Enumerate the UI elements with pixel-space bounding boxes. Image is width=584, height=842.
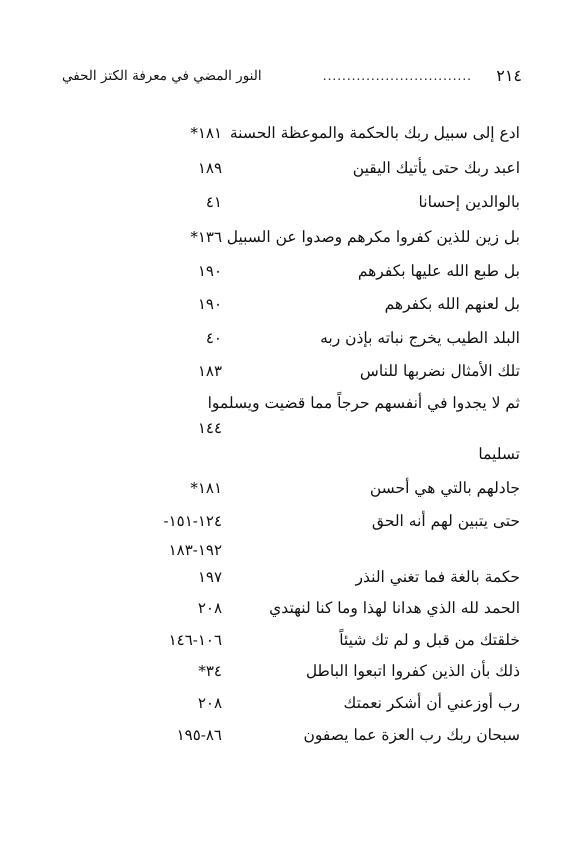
page-references: ٤٠: [205, 329, 222, 347]
page-references: ١٤٤: [197, 419, 222, 437]
page-references: ١٨٣: [197, 362, 222, 380]
verse-text: ادع إلى سبيل ربك بالحكمة والموعظة الحسنة: [229, 124, 520, 142]
index-entry: [0, 256, 584, 286]
index-entry: [0, 593, 584, 623]
index-entry: [0, 118, 584, 148]
page-references: ١٨١*: [190, 479, 222, 497]
verse-text: ثم لا يجدوا في أنفسهم حرجاً مما قضيت ويسلموا: [207, 394, 520, 412]
verse-text: حتى يتبين لهم أنه الحق: [371, 512, 520, 530]
index-entry: [0, 439, 584, 469]
index-entry: [0, 323, 584, 353]
index-entry: [0, 153, 584, 183]
page-references: ١٢٤-١٥١-: [163, 512, 222, 530]
page-references: ١٩٢-١٨٣: [168, 541, 222, 559]
page-references: ٣٤*: [198, 662, 222, 680]
index-entry: [0, 535, 584, 565]
page-references: ١٨٩: [197, 159, 222, 177]
page-references: ١٩٧: [197, 568, 222, 586]
header-leader-dots: ...............................: [322, 69, 472, 83]
verse-text: تسليما: [478, 445, 520, 463]
verse-text: بل طبع الله عليها بكفرهم: [357, 262, 520, 280]
index-entry: [0, 625, 584, 655]
page-references: ١٩٠: [197, 262, 222, 280]
verse-text: اعبد ربك حتى يأتيك اليقين: [352, 159, 520, 177]
index-entry: [0, 688, 584, 718]
running-title: النور المضي في معرفة الكتز الحفي: [62, 68, 262, 84]
verse-text: بل زين للذين كفروا مكرهم وصدوا عن السبيل: [226, 228, 520, 246]
page-references: ١٠٦-١٤٦: [168, 631, 222, 649]
page-number: ٢١٤: [496, 66, 522, 85]
page-references: ٤١: [205, 193, 222, 211]
page-references: ٢٠٨: [197, 694, 222, 712]
index-entry: [0, 187, 584, 217]
page-references: ٢٠٨: [197, 599, 222, 617]
verse-text: بل لعنهم الله بكفرهم: [384, 295, 520, 313]
verse-text: سبحان ربك رب العزة عما يصفون: [303, 726, 520, 744]
verse-text: تلك الأمثال نضربها للناس: [359, 362, 520, 380]
verse-text: الحمد لله الذي هدانا لهذا وما كنا لنهتدي: [269, 599, 520, 617]
index-entry: [0, 356, 584, 386]
verse-text: خلقتك من قبل و لم تك شيئاً: [339, 631, 520, 649]
page-references: ٨٦-١٩٥: [176, 726, 222, 744]
page-references: ١٨١*: [190, 124, 222, 142]
index-entry: [0, 222, 584, 252]
verse-text: البلد الطيب يخرج نباته بإذن ربه: [320, 329, 520, 347]
index-entry: [0, 473, 584, 503]
verse-text: ذلك بأن الذين كفروا اتبعوا الباطل: [305, 662, 520, 680]
page-references: ١٩٠: [197, 295, 222, 313]
verse-text: رب أوزعني أن أشكر نعمتك: [343, 694, 520, 712]
verse-text: بالوالدين إحسانا: [418, 193, 520, 211]
index-entry: [0, 289, 584, 319]
index-entry: [0, 656, 584, 686]
index-entry: [0, 506, 584, 536]
index-entry: [0, 562, 584, 592]
index-entry: [0, 720, 584, 750]
verse-text: حكمة بالغة فما تغني النذر: [355, 568, 520, 586]
page-references: ١٣٦*: [190, 228, 222, 246]
verse-text: جادلهم بالتي هي أحسن: [369, 479, 520, 497]
